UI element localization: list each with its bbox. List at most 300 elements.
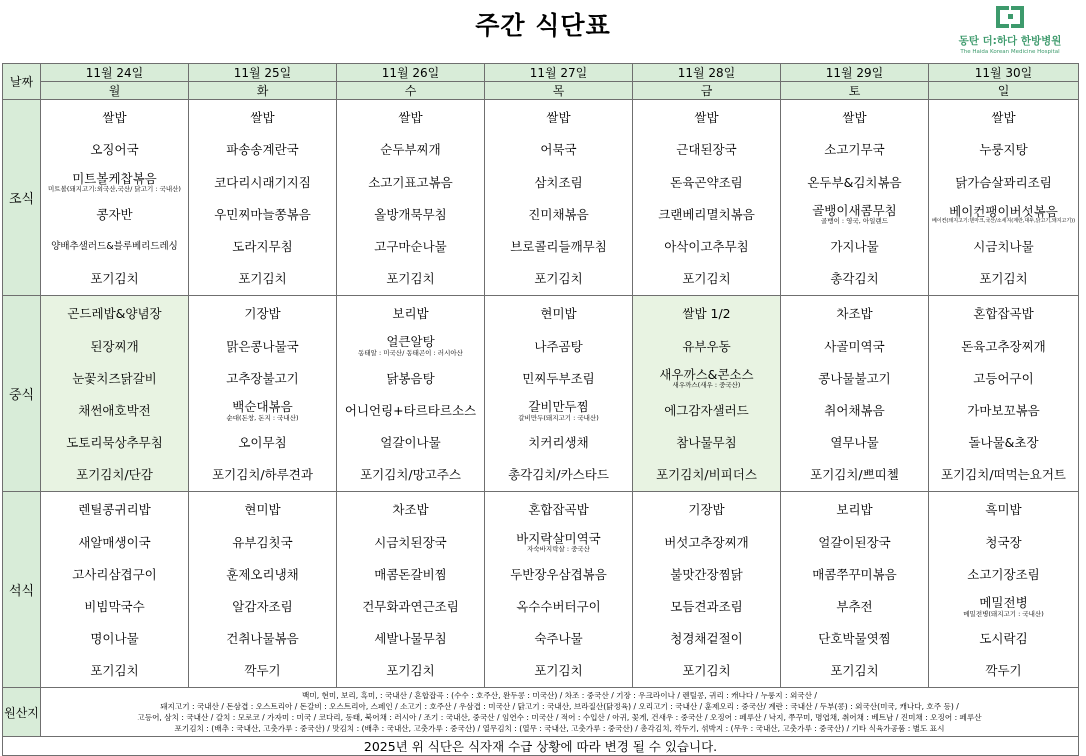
- meal-cell: [929, 100, 1079, 296]
- menu-item: [189, 166, 336, 198]
- menu-item: [781, 459, 928, 491]
- menu-item-name: 삼치조림: [534, 174, 583, 190]
- menu-item: [929, 298, 1078, 330]
- meal-cell: [485, 492, 633, 688]
- menu-item: [633, 330, 780, 362]
- menu-item: [337, 330, 484, 362]
- meal-cell: [189, 296, 337, 492]
- origin-label: 원산지: [3, 688, 41, 737]
- menu-item-name: 취어채볶음: [824, 402, 885, 418]
- menu-item-origin-note: 메밀전병(돼지고기 : 국내산): [963, 609, 1044, 618]
- menu-item: [781, 102, 928, 134]
- menu-item-name: 숙주나물: [534, 631, 583, 647]
- menu-item-name: 새알매생이국: [78, 534, 151, 550]
- menu-item: [781, 395, 928, 427]
- menu-item-name: 얼큰알탕: [386, 334, 435, 350]
- meal-cell: [929, 296, 1079, 492]
- menu-item: [929, 102, 1078, 134]
- menu-item: [929, 623, 1078, 655]
- hospital-logo: [940, 6, 1080, 60]
- date-sat: 11월 29일: [781, 64, 929, 82]
- menu-item-name: 도시락김: [979, 631, 1028, 647]
- menu-item-name: 고등어구이: [973, 370, 1034, 386]
- menu-item-name: 렌틸콩귀리밥: [78, 502, 151, 518]
- menu-item-name: 건취나물볶음: [226, 631, 299, 647]
- menu-item: [929, 591, 1078, 623]
- meal-cell: [337, 492, 485, 688]
- menu-item: [929, 263, 1078, 295]
- menu-item: [929, 330, 1078, 362]
- menu-item-name: 혼합잡곡밥: [528, 502, 589, 518]
- menu-item-name: 미트볼케찹볶음: [72, 170, 157, 186]
- menu-item: [633, 263, 780, 295]
- menu-item: [485, 591, 632, 623]
- menu-item: [337, 494, 484, 526]
- footer-notice: 2025년 위 식단은 식자재 수급 상황에 따라 변경 될 수 있습니다.: [3, 737, 1079, 756]
- origin-line: 돼지고기 : 국내산 / 돈삼겹 : 오스트리아 / 돈갈비 : 오스트리아, 스페인 / 소고기 : 호주산 / 우삼겹 : 미국산 / 닭고기 : 국내산, 브라질산(닭정육) / 오리고기 : 국내산 / 훈제오리 : 중국산/ 계란 : 국내산 / 두부(콩) : 외국산(미국, 캐나다, 호주 등) /: [160, 702, 959, 712]
- meal-cell: [41, 492, 189, 688]
- menu-item-origin-note: 동태알 : 미국산/ 동태곤이 : 러시아산: [358, 349, 463, 358]
- menu-item-name: 불맛간장찜닭: [670, 566, 743, 582]
- menu-item-name: 근대된장국: [676, 142, 737, 158]
- menu-item: [337, 298, 484, 330]
- menu-item-name: 에그감자샐러드: [664, 402, 749, 418]
- menu-item-name: 쌀밥: [398, 110, 423, 126]
- menu-item: [633, 134, 780, 166]
- menu-item-name: 차조밥: [836, 306, 873, 322]
- menu-item: [337, 263, 484, 295]
- menu-item: [485, 231, 632, 263]
- date-label: 날짜: [3, 64, 41, 100]
- meal-label-breakfast: 조식: [3, 100, 41, 296]
- menu-item-name: 얼갈이나물: [380, 435, 441, 451]
- menu-item-name: 유부김칫국: [232, 534, 293, 550]
- meal-cell: [485, 100, 633, 296]
- menu-item-name: 사골미역국: [824, 338, 885, 354]
- menu-item: [189, 199, 336, 231]
- menu-item: [337, 526, 484, 558]
- menu-item: [41, 263, 188, 295]
- menu-item-name: 열무나물: [830, 435, 879, 451]
- meal-cell: [781, 296, 929, 492]
- menu-item-name: 새우까스&콘소스: [659, 366, 754, 382]
- menu-item: [633, 623, 780, 655]
- menu-item-name: 현미밥: [244, 502, 281, 518]
- meal-label-lunch: 중식: [3, 296, 41, 492]
- menu-item: [781, 591, 928, 623]
- menu-item-name: 포기김치: [830, 663, 879, 679]
- menu-item: [41, 655, 188, 687]
- menu-item-name: 시금치나물: [973, 238, 1034, 254]
- menu-item-origin-note: 미트볼(돼지고기:외국산,국산/ 닭고기 : 국내산): [48, 185, 181, 194]
- meal-row-dinner: [3, 492, 1079, 688]
- menu-item-name: 소고기무국: [824, 142, 885, 158]
- date-mon: 11월 24일: [41, 64, 189, 82]
- menu-item-name: 버섯고추장찌개: [664, 534, 749, 550]
- menu-item-name: 브로콜리들깨무침: [510, 238, 607, 254]
- origin-line: 백미, 현미, 보리, 흑미, : 국내산 / 혼합잡곡 : (수수 : 호주산, 완두콩 : 미국산) / 차조 : 중국산 / 기장 : 우크라이나 / 렌틸콩, 귀리 : 캐나다 / 누룽지 : 외국산 /: [302, 691, 817, 701]
- menu-item-name: 양배추샐러드&블루베리드레싱: [51, 240, 178, 252]
- menu-item-name: 파송송계란국: [226, 142, 299, 158]
- menu-item-name: 어묵국: [540, 142, 577, 158]
- menu-item-name: 매콤돈갈비찜: [374, 566, 447, 582]
- menu-item: [929, 166, 1078, 198]
- menu-item-name: 바지락살미역국: [516, 530, 601, 546]
- menu-item-name: 포기김치: [979, 271, 1028, 287]
- menu-item: [189, 134, 336, 166]
- logo-subtitle: The Haida Korean Medicine Hospital: [960, 49, 1060, 55]
- origin-line: 고등어, 삼치 : 국내산 / 갈치 : 모로코 / 가자미 : 미국 / 코다리, 동태, 북어채 : 러시아 / 조기 : 국내산, 중국산 / 임연수 : 미국산 / 적어 : 수입산 / 아귀, 꽃게, 건새우 : 중국산 / 오징어 : 페루산 / 낙지, 쭈꾸미, 명엽채, 취어채 : 베트남 / 진미채 : 오징어 : 페루산: [137, 713, 982, 723]
- menu-item: [929, 199, 1078, 231]
- menu-item: [41, 494, 188, 526]
- menu-item-name: 쌀밥: [546, 110, 571, 126]
- meal-cell: [485, 296, 633, 492]
- menu-item: [189, 330, 336, 362]
- menu-item: [337, 395, 484, 427]
- menu-item-name: 보리밥: [392, 306, 429, 322]
- menu-item-name: 가마보꼬볶음: [967, 402, 1040, 418]
- menu-item-name: 차조밥: [392, 502, 429, 518]
- menu-item: [485, 102, 632, 134]
- menu-item: [189, 591, 336, 623]
- meal-cell: [41, 100, 189, 296]
- date-fri: 11월 28일: [633, 64, 781, 82]
- menu-item-name: 깍두기: [244, 663, 281, 679]
- day-sat: 토: [781, 82, 929, 100]
- menu-item-name: 포기김치: [90, 271, 139, 287]
- menu-item-name: 콩자반: [96, 206, 133, 222]
- menu-item: [41, 623, 188, 655]
- menu-item: [337, 231, 484, 263]
- menu-item-name: 민찌두부조림: [522, 370, 595, 386]
- menu-item: [929, 459, 1078, 491]
- menu-item: [189, 459, 336, 491]
- menu-item-name: 오이무침: [238, 435, 287, 451]
- menu-item: [485, 199, 632, 231]
- menu-item: [189, 102, 336, 134]
- menu-item: [633, 231, 780, 263]
- day-fri: 금: [633, 82, 781, 100]
- menu-item-name: 치커리생채: [528, 435, 589, 451]
- meal-cell: [633, 100, 781, 296]
- meal-cell: [41, 296, 189, 492]
- menu-item: [929, 526, 1078, 558]
- menu-item: [485, 459, 632, 491]
- menu-item-name: 고구마순나물: [374, 238, 447, 254]
- menu-item: [337, 134, 484, 166]
- menu-item: [337, 591, 484, 623]
- menu-item-name: 도라지무침: [232, 238, 293, 254]
- meal-cell: [633, 492, 781, 688]
- menu-item: [781, 199, 928, 231]
- menu-item-name: 포기김치: [534, 663, 583, 679]
- menu-item-name: 고추장불고기: [226, 370, 299, 386]
- menu-item-name: 총각김치/카스타드: [508, 467, 609, 483]
- menu-item: [485, 134, 632, 166]
- menu-item-name: 코다리시래기지짐: [214, 174, 311, 190]
- hospital-logo-icon: [993, 6, 1027, 30]
- menu-item-name: 청경채겉절이: [670, 631, 743, 647]
- menu-item-name: 참나물무침: [676, 435, 737, 451]
- menu-item: [633, 591, 780, 623]
- menu-item: [189, 298, 336, 330]
- date-thu: 11월 27일: [485, 64, 633, 82]
- menu-item-name: 돈육고추장찌개: [961, 338, 1046, 354]
- menu-item: [485, 559, 632, 591]
- menu-item: [485, 330, 632, 362]
- menu-item: [633, 655, 780, 687]
- origin-info: [41, 688, 1079, 737]
- menu-item: [41, 102, 188, 134]
- menu-item-name: 된장찌개: [90, 338, 139, 354]
- menu-item: [781, 134, 928, 166]
- menu-item-name: 갈비만두찜: [528, 398, 589, 414]
- menu-item-name: 크랜베리멸치볶음: [658, 206, 755, 222]
- menu-item-name: 순두부찌개: [380, 142, 441, 158]
- menu-item: [41, 298, 188, 330]
- menu-item-name: 포기김치/쁘띠첼: [810, 467, 899, 483]
- menu-item-name: 시금치된장국: [374, 534, 447, 550]
- menu-item-name: 어니언링+타르타르소스: [344, 402, 477, 418]
- menu-item-name: 매콤쭈꾸미볶음: [812, 566, 897, 582]
- menu-item-name: 포기김치: [682, 663, 731, 679]
- menu-item-name: 모듬견과조림: [670, 599, 743, 615]
- menu-item: [781, 330, 928, 362]
- menu-item-name: 기장밥: [244, 306, 281, 322]
- menu-item: [633, 526, 780, 558]
- menu-item: [41, 526, 188, 558]
- day-wed: 수: [337, 82, 485, 100]
- menu-item-name: 비빔막국수: [84, 599, 145, 615]
- menu-item-name: 우민찌마늘쫑볶음: [214, 206, 311, 222]
- menu-item-name: 총각김치: [830, 271, 879, 287]
- menu-item: [485, 263, 632, 295]
- menu-item-name: 아삭이고추무침: [664, 238, 749, 254]
- menu-item-name: 소고기표고볶음: [368, 174, 453, 190]
- menu-item-name: 포기김치/떠먹는요거트: [941, 467, 1066, 483]
- menu-item-name: 보리밥: [836, 502, 873, 518]
- menu-item: [337, 427, 484, 459]
- menu-item: [41, 591, 188, 623]
- menu-item: [41, 363, 188, 395]
- menu-item: [337, 102, 484, 134]
- menu-item-name: 고사리삼겹구이: [72, 566, 157, 582]
- menu-item: [337, 166, 484, 198]
- meal-cell: [781, 492, 929, 688]
- menu-item: [633, 199, 780, 231]
- origin-row: [3, 688, 1079, 737]
- menu-item-name: 쌀밥: [991, 110, 1016, 126]
- menu-item: [929, 427, 1078, 459]
- menu-item-origin-note: 갈비만두(돼지고기 : 국내산): [518, 413, 599, 422]
- menu-item: [633, 559, 780, 591]
- menu-item-name: 쌀밥: [694, 110, 719, 126]
- menu-item: [781, 363, 928, 395]
- page-title: 주간 식단표: [475, 11, 611, 40]
- meal-label-dinner: 석식: [3, 492, 41, 688]
- menu-item: [41, 330, 188, 362]
- meal-row-lunch: [3, 296, 1079, 492]
- menu-item-name: 옥수수버터구이: [516, 599, 601, 615]
- menu-item-name: 채썬애호박전: [78, 402, 151, 418]
- menu-item: [633, 102, 780, 134]
- menu-item-name: 가지나물: [830, 238, 879, 254]
- menu-item: [781, 298, 928, 330]
- menu-item: [929, 494, 1078, 526]
- menu-item-name: 맑은콩나물국: [226, 338, 299, 354]
- menu-item-origin-note: 자숙바지락살 : 중국산: [527, 545, 590, 554]
- menu-item-name: 포기김치/망고주스: [360, 467, 461, 483]
- menu-item: [781, 526, 928, 558]
- meal-cell: [781, 100, 929, 296]
- menu-item-name: 두반장우삼겹볶음: [510, 566, 607, 582]
- menu-item: [929, 134, 1078, 166]
- meal-cell: [633, 296, 781, 492]
- menu-item-name: 곤드레밥&양념장: [67, 306, 162, 322]
- menu-item: [41, 166, 188, 198]
- menu-item: [485, 298, 632, 330]
- menu-item-name: 포기김치/비피더스: [656, 467, 757, 483]
- menu-item-name: 포기김치: [386, 663, 435, 679]
- menu-item-name: 포기김치: [534, 271, 583, 287]
- menu-item: [781, 655, 928, 687]
- menu-item-name: 훈제오리냉채: [226, 566, 299, 582]
- logo-name: 동탄 더:하다 한방병원: [958, 35, 1062, 47]
- day-row: [3, 82, 1079, 100]
- menu-item: [485, 526, 632, 558]
- menu-item: [633, 363, 780, 395]
- menu-item-name: 돈육곤약조림: [670, 174, 743, 190]
- menu-item: [189, 494, 336, 526]
- menu-item: [41, 199, 188, 231]
- meal-cell: [337, 296, 485, 492]
- menu-item-name: 올방개묵무침: [374, 206, 447, 222]
- menu-item: [929, 559, 1078, 591]
- date-sun: 11월 30일: [929, 64, 1079, 82]
- menu-item-name: 포기김치/하루견과: [212, 467, 313, 483]
- menu-item: [41, 427, 188, 459]
- menu-item-name: 골뱅이새콤무침: [812, 202, 897, 218]
- date-tue: 11월 25일: [189, 64, 337, 82]
- menu-item-name: 나주곰탕: [534, 338, 583, 354]
- menu-item: [781, 494, 928, 526]
- day-sun: 일: [929, 82, 1079, 100]
- meal-cell: [189, 100, 337, 296]
- menu-item-name: 포기김치: [386, 271, 435, 287]
- menu-item: [41, 559, 188, 591]
- menu-item-origin-note: 새우까스(새우 : 중국산): [672, 381, 741, 390]
- menu-item-name: 쌀밥: [250, 110, 275, 126]
- menu-item: [189, 559, 336, 591]
- menu-item: [929, 231, 1078, 263]
- menu-item: [781, 231, 928, 263]
- menu-item-name: 흑미밥: [985, 502, 1022, 518]
- menu-item-name: 오징어국: [90, 142, 139, 158]
- menu-item-name: 쌀밥: [842, 110, 867, 126]
- menu-item-name: 소고기장조림: [967, 566, 1040, 582]
- menu-item: [337, 655, 484, 687]
- menu-item-name: 건무화과연근조림: [362, 599, 459, 615]
- menu-item-name: 포기김치/단감: [76, 467, 153, 483]
- menu-item-origin-note: 베이컨(돼지고기:덴마크,국산/소세지(계란,대두,닭고기,돼지고기)): [931, 218, 1076, 225]
- menu-item-name: 콩나물불고기: [818, 370, 891, 386]
- menu-item: [189, 231, 336, 263]
- menu-item-name: 돌나물&초장: [968, 435, 1039, 451]
- menu-item: [781, 559, 928, 591]
- date-wed: 11월 26일: [337, 64, 485, 82]
- menu-item: [41, 395, 188, 427]
- menu-item: [633, 494, 780, 526]
- menu-item: [337, 363, 484, 395]
- menu-item: [633, 395, 780, 427]
- menu-item: [781, 166, 928, 198]
- menu-item: [929, 363, 1078, 395]
- menu-item: [337, 623, 484, 655]
- menu-item: [633, 459, 780, 491]
- menu-item-name: 기장밥: [688, 502, 725, 518]
- menu-item-name: 진미채볶음: [528, 206, 589, 222]
- menu-item-name: 온두부&김치볶음: [807, 174, 902, 190]
- day-thu: 목: [485, 82, 633, 100]
- menu-item: [189, 526, 336, 558]
- menu-item-name: 닭가슴살꽈리조림: [955, 174, 1052, 190]
- menu-item: [781, 427, 928, 459]
- menu-item-name: 쌀밥: [102, 110, 127, 126]
- menu-item-name: 단호박물엿찜: [818, 631, 891, 647]
- menu-item: [189, 395, 336, 427]
- day-mon: 월: [41, 82, 189, 100]
- menu-item: [189, 263, 336, 295]
- meal-cell: [189, 492, 337, 688]
- menu-item: [337, 459, 484, 491]
- menu-item-origin-note: 순대(돈창, 돈지 : 국내산): [226, 413, 299, 422]
- meal-cell: [337, 100, 485, 296]
- menu-item: [485, 363, 632, 395]
- menu-item-name: 메밀전병: [979, 594, 1028, 610]
- menu-item: [929, 395, 1078, 427]
- menu-item-name: 부추전: [836, 599, 873, 615]
- menu-item-name: 눈꽃치즈닭갈비: [72, 370, 157, 386]
- menu-item-name: 얼갈이된장국: [818, 534, 891, 550]
- menu-item: [189, 655, 336, 687]
- menu-item-name: 포기김치: [238, 271, 287, 287]
- menu-item: [485, 166, 632, 198]
- menu-item-name: 도토리묵상추무침: [66, 435, 163, 451]
- menu-item-name: 알감자조림: [232, 599, 293, 615]
- meal-row-breakfast: [3, 100, 1079, 296]
- menu-item-name: 포기김치: [682, 271, 731, 287]
- date-row: [3, 64, 1079, 82]
- menu-item: [41, 459, 188, 491]
- menu-item-name: 쌀밥 1/2: [682, 306, 731, 322]
- menu-item: [485, 494, 632, 526]
- menu-item-name: 세발나물무침: [374, 631, 447, 647]
- menu-item: [633, 166, 780, 198]
- menu-item-name: 유부우동: [682, 338, 731, 354]
- footer-row: [3, 737, 1079, 756]
- meal-cell: [929, 492, 1079, 688]
- menu-item: [929, 655, 1078, 687]
- menu-item-name: 혼합잡곡밥: [973, 306, 1034, 322]
- origin-line: 포기김치 : (배추 : 국내산, 고춧가루 : 중국산) / 맛김치 : (배추 : 국내산, 고춧가루 : 중국산) / 열무김치 : (열무 : 국내산, 고춧가루 : 중국산) / 총각김치, 깍두기, 섞박지 : (무우 : 국내산, 고춧가루 : 중국산) / 기타 식육가공품 : 별도 표시: [174, 724, 945, 734]
- menu-item: [41, 134, 188, 166]
- menu-item-name: 명이나물: [90, 631, 139, 647]
- menu-item: [337, 199, 484, 231]
- menu-item-origin-note: 골뱅이 : 영국, 아일랜드: [821, 217, 888, 226]
- day-tue: 화: [189, 82, 337, 100]
- menu-item: [485, 623, 632, 655]
- menu-item: [485, 427, 632, 459]
